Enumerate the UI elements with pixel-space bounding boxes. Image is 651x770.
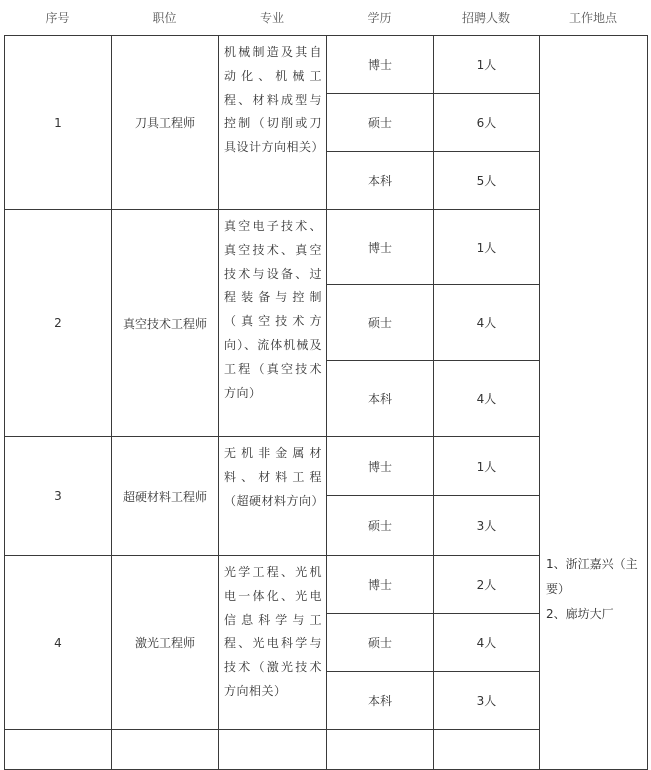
position-major: 真空电子技术、真空技术、真空技术与设备、过程装备与控制（真空技术方向）、流体机械及工程（真空技术方向） [219,210,327,437]
position-number: 4 [5,556,112,730]
header-seq: 序号 [45,11,70,25]
headcount-cell: 3人 [434,672,540,730]
headcount-cell: 6人 [434,94,540,152]
headcount-cell: 4人 [434,361,540,437]
position-major: 无机非金属材料、材料工程（超硬材料方向） [219,437,327,556]
position-number: 3 [5,437,112,556]
degree-cell: 硕士 [327,496,434,556]
position-title: 刀具工程师 [112,36,219,210]
degree-cell: 硕士 [327,614,434,672]
degree-cell: 本科 [327,361,434,437]
position-title: 激光工程师 [112,556,219,730]
headcount-cell: 5人 [434,152,540,210]
degree-cell: 博士 [327,36,434,94]
location-secondary: 2、廊坊大厂 [546,607,614,621]
headcount-cell: 1人 [434,36,540,94]
degree-cell: 硕士 [327,285,434,361]
headcount-cell: 2人 [434,556,540,614]
header-major: 专业 [259,11,284,25]
degree-cell: 本科 [327,152,434,210]
table-row [5,36,648,94]
position-number: 2 [5,210,112,437]
position-number: 1 [5,36,112,210]
degree-cell: 博士 [327,437,434,496]
headcount-cell: 4人 [434,614,540,672]
empty-cell [327,730,434,770]
header-location: 工作地点 [568,11,617,25]
headcount-cell: 3人 [434,496,540,556]
position-major: 机械制造及其自动化、机械工程、材料成型与控制（切削或刀具设计方向相关） [219,36,327,210]
headcount-cell: 1人 [434,437,540,496]
header-degree: 学历 [367,11,392,25]
recruitment-table [4,35,648,770]
degree-cell: 硕士 [327,94,434,152]
headcount-cell: 4人 [434,285,540,361]
header-position: 职位 [152,11,177,25]
empty-cell [219,730,327,770]
empty-cell [5,730,112,770]
work-location-cell [540,36,648,770]
degree-cell: 博士 [327,556,434,614]
headcount-cell: 1人 [434,210,540,285]
location-primary: 1、浙江嘉兴（主要） [546,557,638,596]
degree-cell: 博士 [327,210,434,285]
position-title: 真空技术工程师 [112,210,219,437]
empty-cell [434,730,540,770]
degree-cell: 本科 [327,672,434,730]
header-headcount: 招聘人数 [461,11,510,25]
position-title: 超硬材料工程师 [112,437,219,556]
empty-cell [112,730,219,770]
position-major: 光学工程、光机电一体化、光电信息科学与工程、光电科学与技术（激光技术方向相关） [219,556,327,730]
